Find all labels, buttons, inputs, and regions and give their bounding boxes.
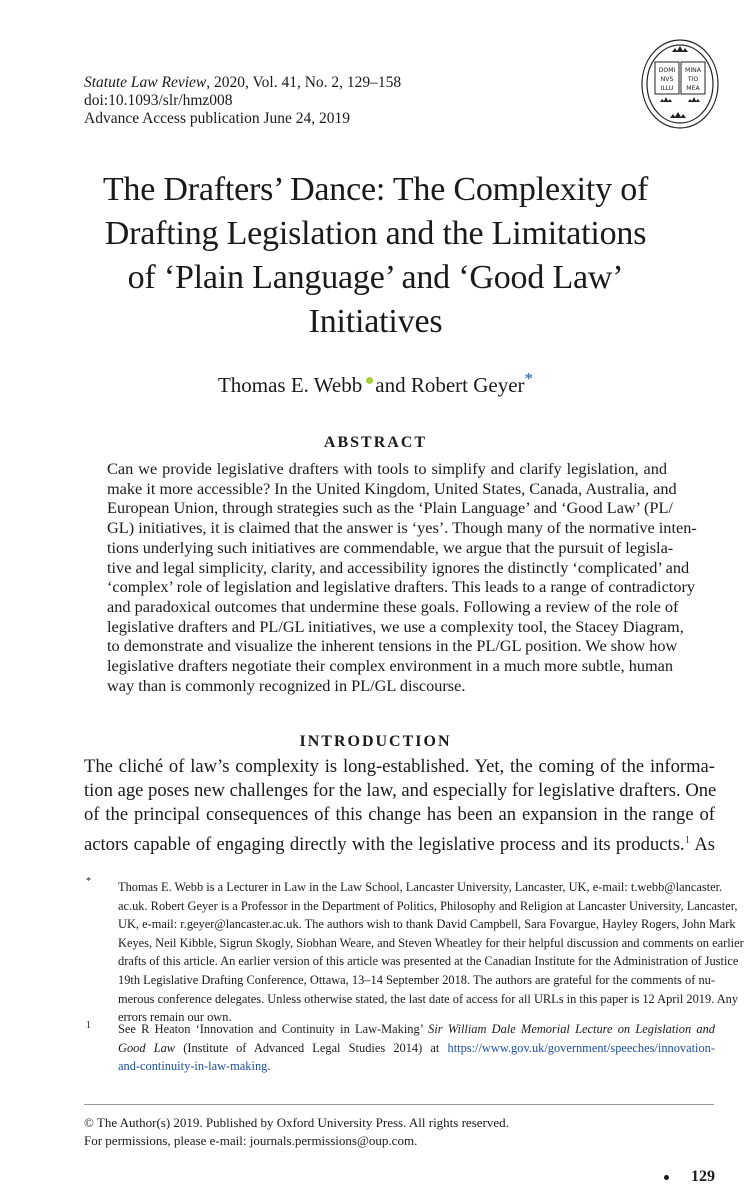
journal-header [84,74,504,128]
abstract-line: tions underlying such initiatives are commendable, we argue that the pursuit of legisla- [107,537,674,557]
abstract-line: legislative drafters and PL/GL initiatives, we use a complexity tool, the Stacey Diagram, [107,616,684,636]
footnote-line: ac.uk. Robert Geyer is a Professor in the Department of Politics, Philosophy and Religion at Lancaster University, Lancaster, [118,898,738,913]
introduction-text [84,755,715,857]
copyright-line: © The Author(s) 2019. Published by Oxford University Press. All rights reserved. [84,1115,509,1130]
abstract-heading: ABSTRACT [323,434,428,451]
footnote-line: 19th Legislative Drafting Conference, Ottawa, 13–14 September 2018. The authors are grateful for the comments of nu- [118,972,715,987]
orcid-icon[interactable] [366,377,373,384]
author-footnote-mark[interactable]: * [524,369,534,388]
intro-last-text: actors capable of engaging directly with the legislative process and its products. [84,833,685,855]
abstract-line: ‘complex’ role of legislation and legislative drafters. This leads to a range of contradictory [107,577,696,597]
title-line: Drafting Legislation and the Limitations [104,215,647,252]
abstract-line: make it more accessible? In the United Kingdom, United States, Canada, Australia, and [107,478,677,498]
copyright-block [84,1114,509,1150]
intro-line: The cliché of law’s complexity is long-established. Yet, the coming of the informa- [84,756,715,777]
footnote-line [118,1039,715,1058]
footnote-line: Thomas E. Webb is a Lecturer in Law in the Law School, Lancaster University, Lancaster, UK, e-mail: t.webb@lancaster. [118,880,723,894]
footnote-line: merous conference delegates. Unless otherwise stated, the last date of access for all URLs in this paper is 12 April 2019. Any [118,991,739,1006]
abstract-line: to demonstrate and visualize the inherent tensions in the PL/GL position. We show how [107,636,678,656]
abstract-line: and paradoxical outcomes that undermine these goals. Following a review of the role of [107,596,679,616]
abstract-line: way than is commonly recognized in PL/GL discourse. [107,675,466,695]
article-title [40,168,711,344]
introduction-heading: INTRODUCTION [299,733,452,750]
title-line: of ‘Plain Language’ and ‘Good Law’ [127,259,624,296]
page-number-block [664,1168,715,1186]
fn2-period: . [267,1059,271,1074]
footnote-line [118,1020,715,1039]
page-number: 129 [691,1168,715,1185]
oup-seal-logo [640,38,720,130]
footnote-ref-1[interactable]: 1 [684,833,691,846]
title-line: Initiatives [308,303,443,340]
intro-last-word: As [694,833,715,855]
seal-word-4: MINA [684,67,702,74]
abstract-line: GL) initiatives, it is claimed that the answer is ‘yes’. Though many of the normative inten- [107,518,697,538]
footnote-line: drafts of this article. An earlier version of this article was presented at the Canadian Institute for the Administration of Justice [118,954,739,969]
author-line [0,366,751,398]
seal-word-1: DOMI [658,67,676,74]
footnote-2 [118,1020,715,1076]
footnote-line: UK, e-mail: r.geyer@lancaster.ac.uk. The authors wish to thank David Campbell, Sara Fovargue, Hayley Rogers, John Mark [118,917,736,932]
abstract-line: legislative drafters negotiate their complex environment in a much more subtle, human [107,656,674,676]
intro-line: of the principal consequences of this change has been an expansion in the range of [84,804,715,826]
author-webb: Thomas E. Webb [217,373,363,397]
fn2-url-part2[interactable]: and-continuity-in-law-making [118,1059,268,1074]
journal-name: Statute Law Review [84,74,207,91]
footnote-line: errors remain our own. [118,1010,232,1025]
author-geyer: and Robert Geyer [375,373,525,397]
footnote-2-mark: 1 [86,1020,91,1031]
abstract-line: European Union, through strategies such as the ‘Plain Language’ and ‘Good Law’ (PL/ [107,498,673,518]
title-line: The Drafters’ Dance: The Complexity of [102,171,649,208]
intro-line [84,828,715,857]
journal-citation: , 2020, Vol. 41, No. 2, 129–158 [206,74,402,91]
intro-line: tion age poses new challenges for the law, and especially for legislative drafters. One [84,780,717,802]
permissions-line: For permissions, please e-mail: journals.permissions@oup.com. [84,1133,418,1148]
fn2-text-b: (Institute of Advanced Legal Studies 2014) at [183,1040,440,1055]
footer-rule [84,1104,714,1105]
bullet-icon [664,1175,669,1180]
abstract-text [107,459,697,695]
footnote-line [118,1057,715,1076]
seal-word-6: MEA [686,85,700,92]
fn2-good-law: Good Law [118,1040,176,1055]
footnote-line: Keyes, Neil Kibble, Sigrun Skogly, Siobhan Weare, and Steven Wheatley for their helpful discussion and comments on earlier [118,935,744,950]
seal-word-5: TIO [687,76,699,83]
footnote-1 [118,878,744,1027]
footnote-1-mark: * [86,876,91,887]
fn2-text-a: See R Heaton ‘Innovation and Continuity in Law-Making’ [118,1022,423,1036]
abstract-line: Can we provide legislative drafters with tools to simplify and clarify legislation, and [107,459,667,478]
abstract-line: tive and legal simplicity, clarity, and accessibility ignores the distinctly ‘complicated’ and [107,557,690,577]
fn2-url-part1[interactable]: https://www.gov.uk/government/speeches/innovation- [447,1040,715,1055]
doi: doi:10.1093/slr/hmz008 [84,92,233,109]
seal-word-2: NVS [660,76,674,83]
seal-word-3: ILLU [660,85,674,92]
fn2-lecture-title: Sir William Dale Memorial Lecture on Legislation and [428,1022,715,1036]
advance-access: Advance Access publication June 24, 2019 [84,110,351,127]
